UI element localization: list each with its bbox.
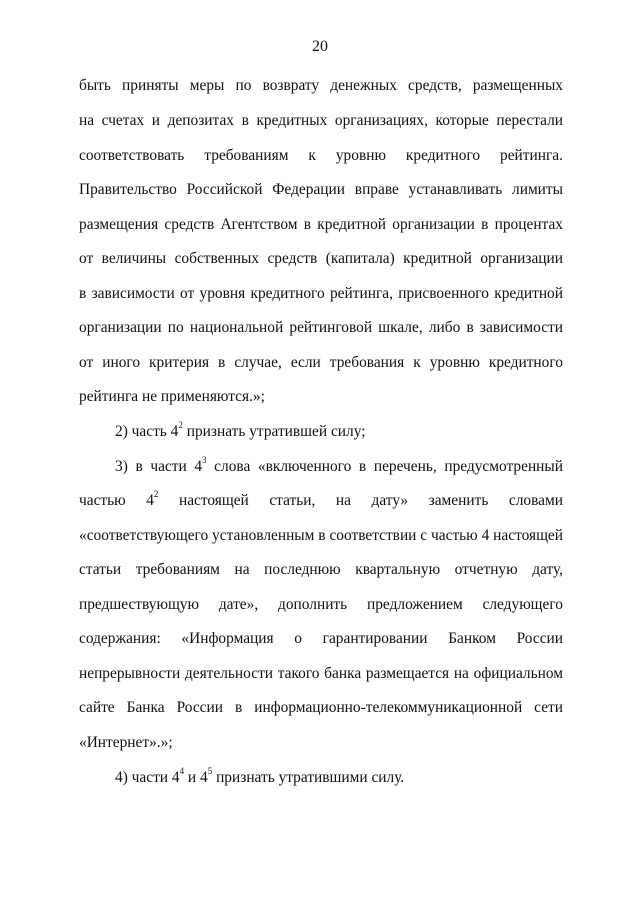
- text-line: частью $4^2$ настоящей статьи, на дату» заменить словами: [79, 488, 563, 509]
- text-line: соответствовать требованиям к уровню кредитного рейтинга.: [79, 147, 563, 164]
- text-line: Правительство Российской Федерации вправе устанавливать лимиты: [79, 181, 563, 198]
- text-line: от величины собственных средств (капитала) кредитной организации: [79, 250, 563, 267]
- page-number: 20: [312, 38, 328, 55]
- text-line: предшествующую дате», дополнить предложением следующего: [79, 596, 563, 613]
- text-line: «соответствующего установленным в соответствии с частью 4 настоящей: [79, 527, 563, 544]
- text-line: статьи требованиям на последнюю квартальную отчетную дату,: [79, 561, 563, 578]
- text-line: содержания: «Информация о гарантировании Банком России: [79, 630, 563, 647]
- paragraph-item-3: 3) в части $4^3$ слова «включенного в перечень, предусмотренный: [115, 454, 563, 475]
- text-line: от иного критерия в случае, если требования к уровню кредитного: [79, 354, 563, 371]
- text-line: размещения средств Агентством в кредитной организации в процентах: [79, 216, 563, 233]
- text-line: в зависимости от уровня кредитного рейтинга, присвоенного кредитной: [79, 285, 563, 302]
- text-line: непрерывности деятельности такого банка размещается на официальном: [79, 665, 563, 682]
- text-line: «Интернет».»;: [79, 734, 173, 751]
- text-line: быть приняты меры по возврату денежных средств, размещенных: [79, 77, 563, 94]
- text-line: на счетах и депозитах в кредитных организациях, которые перестали: [79, 112, 563, 129]
- text-line: организации по национальной рейтинговой шкале, либо в зависимости: [79, 319, 563, 336]
- text-line: сайте Банка России в информационно-телекоммуникационной сети: [79, 699, 563, 716]
- text-line: рейтинга не применяются.»;: [79, 388, 265, 405]
- paragraph-item-4: 4) части $4^4$ и $4^5$ признать утратившими силу.: [115, 765, 405, 786]
- paragraph-item-2: 2) часть $4^2$ признать утратившей силу;: [115, 419, 366, 440]
